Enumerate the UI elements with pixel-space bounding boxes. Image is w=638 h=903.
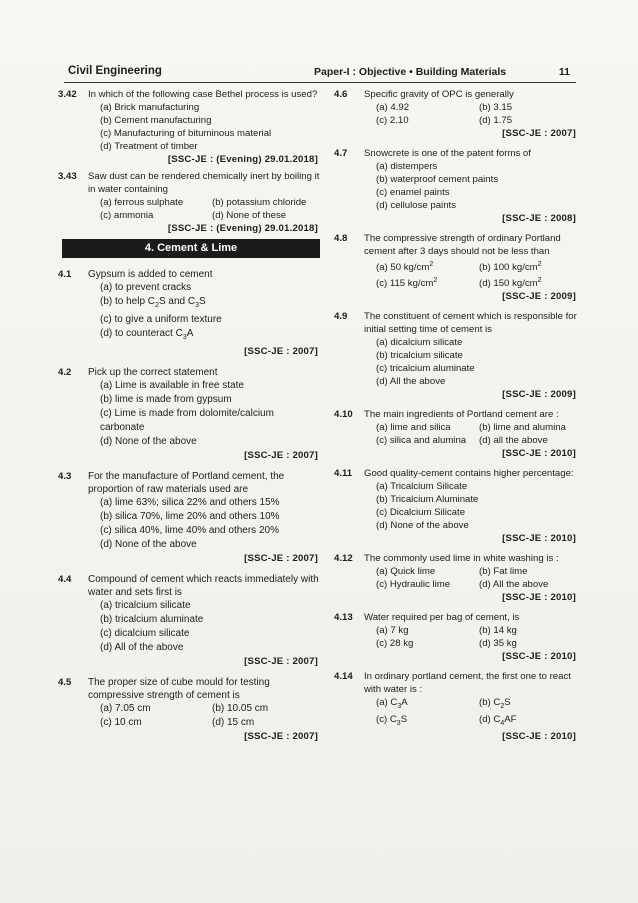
exam-reference: [SSC-JE : (Evening) 29.01.2018] <box>167 223 318 234</box>
question-4-8: 4.8 The compressive strength of ordinary Portland cement after 3 days should not be less than (a) 50 $kg/cm^2$ (b) 100 $kg/cm^2$ (c) 115 $kg/cm^2$ (d) 150 $kg/cm^2$ [SSC-JE : 2009] <box>334 233 576 303</box>
exam-reference: [SSC-JE : 2010] <box>502 731 576 743</box>
paper-title: Paper-I : Objective • Building Materials <box>314 66 507 78</box>
exam-reference: [SSC-JE : 2010] <box>502 592 576 604</box>
question-4-6: 4.6 Specific gravity of OPC is generally (a) 4.92 (b) 3.15 (c) 2.10 (d) 1.75 [SSC-JE : 2007] <box>334 89 576 139</box>
question-4-9: 4.9 The constituent of cement which is responsible for initial setting time of cement is (a) dicalcium silicate (b) tricalcium silicate (c) tricalcium aluminate (d) All the above [SSC-JE : 2009] <box>334 311 577 401</box>
question-4-10: 4.10 The main ingredients of Portland cement are : (a) lime and silica (b) lime and alumina (c) silica and alumina (d) all the above [SSC-JE : 2010] <box>334 409 576 460</box>
question-3-43: 3.43 Saw dust can be rendered chemically inert by boiling it in water containing (a) ferrous sulphate (b) potassium chloride (c) ammonia (d) None of these [SSC-JE : (Evening) 29.01.2018] <box>58 171 320 234</box>
question-4-5: 4.5 The proper size of cube mould for testing compressive strength of cement is (a) 7.05 cm (b) 10.05 cm (c) 10 cm (d) 15 cm [SSC-JE : 2007] <box>58 677 318 742</box>
left-column <box>58 88 320 751</box>
exam-reference: [SSC-JE : 2009] <box>502 389 576 401</box>
question-4-14: 4.14 In ordinary portland cement, the first one to react with water is : (a) $C_3A$ (b) $C_2S$ (c) $C_3S$ (d) $C_4AF$ [SSC-JE : 2010] <box>334 671 576 743</box>
question-4-2: 4.2 Pick up the correct statement (a) Lime is available in free state (b) lime is made from gypsum (c) Lime is made from dolomite/calcium carbonate (d) None of the above [SSC-JE : 2007] <box>58 367 318 461</box>
exam-reference: [SSC-JE : 2007] <box>244 731 318 742</box>
question-4-3: 4.3 For the manufacture of Portland cement, the proportion of raw materials used are (a) lime 63%; silica 22% and others 15% (b) silica 70%, lime 20% and others 10% (c) silica 40%, lime 40% and others 20% (d) None of the above [SSC-JE : 2007] <box>58 471 318 564</box>
question-4-4: 4.4 Compound of cement which reacts immediately with water and sets first is (a) tricalcium silicate (b) tricalcium aluminate (c) dicalcium silicate (d) All of the above [SSC-JE : 2007] <box>58 574 319 667</box>
right-column <box>334 88 578 750</box>
exam-reference: [SSC-JE : 2007] <box>244 553 318 564</box>
exam-reference: [SSC-JE : 2007] <box>244 450 318 461</box>
question-4-1: 4.1 Gypsum is added to cement (a) to prevent cracks (b) to help $C_2S$ and $C_3S$ (c) to give a uniform texture (d) to counteract $C_3A$ [SSC-JE : 2007] <box>58 269 318 357</box>
section-banner: 4. Cement & Lime <box>62 239 320 258</box>
page-header <box>64 64 576 83</box>
question-4-7: 4.7 Snowcrete is one of the patent forms of (a) distempers (b) waterproof cement paints (c) enamel paints (d) cellulose paints [SSC-JE : 2008] <box>334 148 576 224</box>
exam-reference: [SSC-JE : 2010] <box>502 448 576 460</box>
question-4-11: 4.11 Good quality-cement contains higher percentage: (a) Tricalcium Silicate (b) Tricalcium Aluminate (c) Dicalcium Silicate (d) None of the above [SSC-JE : 2010] <box>334 468 576 545</box>
exam-reference: [SSC-JE : (Evening) 29.01.2018] <box>167 154 318 165</box>
exam-reference: [SSC-JE : 2007] <box>244 656 318 667</box>
page-number: 11 <box>558 66 570 78</box>
exam-reference: [SSC-JE : 2007] <box>502 128 576 139</box>
question-3-42: 3.42 In which of the following case Bethel process is used? (a) Brick manufacturing (b) Cement manufacturing (c) Manufacturing of bituminous material (d) Treatment of timber [SSC-JE : (Evening) 29.01.2018] <box>58 89 318 165</box>
exam-reference: [SSC-JE : 2010] <box>502 651 576 663</box>
question-4-12: 4.12 The commonly used lime in white washing is : (a) Quick lime (b) Fat lime (c) Hydraulic lime (d) All the above [SSC-JE : 2010] <box>334 553 576 604</box>
exam-reference: [SSC-JE : 2008] <box>502 213 576 224</box>
question-4-13: 4.13 Water required per bag of cement, is (a) 7 kg (b) 14 kg (c) 28 kg (d) 35 kg [SSC-JE : 2010] <box>334 612 576 663</box>
exam-reference: [SSC-JE : 2009] <box>502 291 576 303</box>
exam-reference: [SSC-JE : 2007] <box>244 346 318 357</box>
subject-title: Civil Engineering <box>68 65 162 77</box>
exam-reference: [SSC-JE : 2010] <box>502 533 576 545</box>
